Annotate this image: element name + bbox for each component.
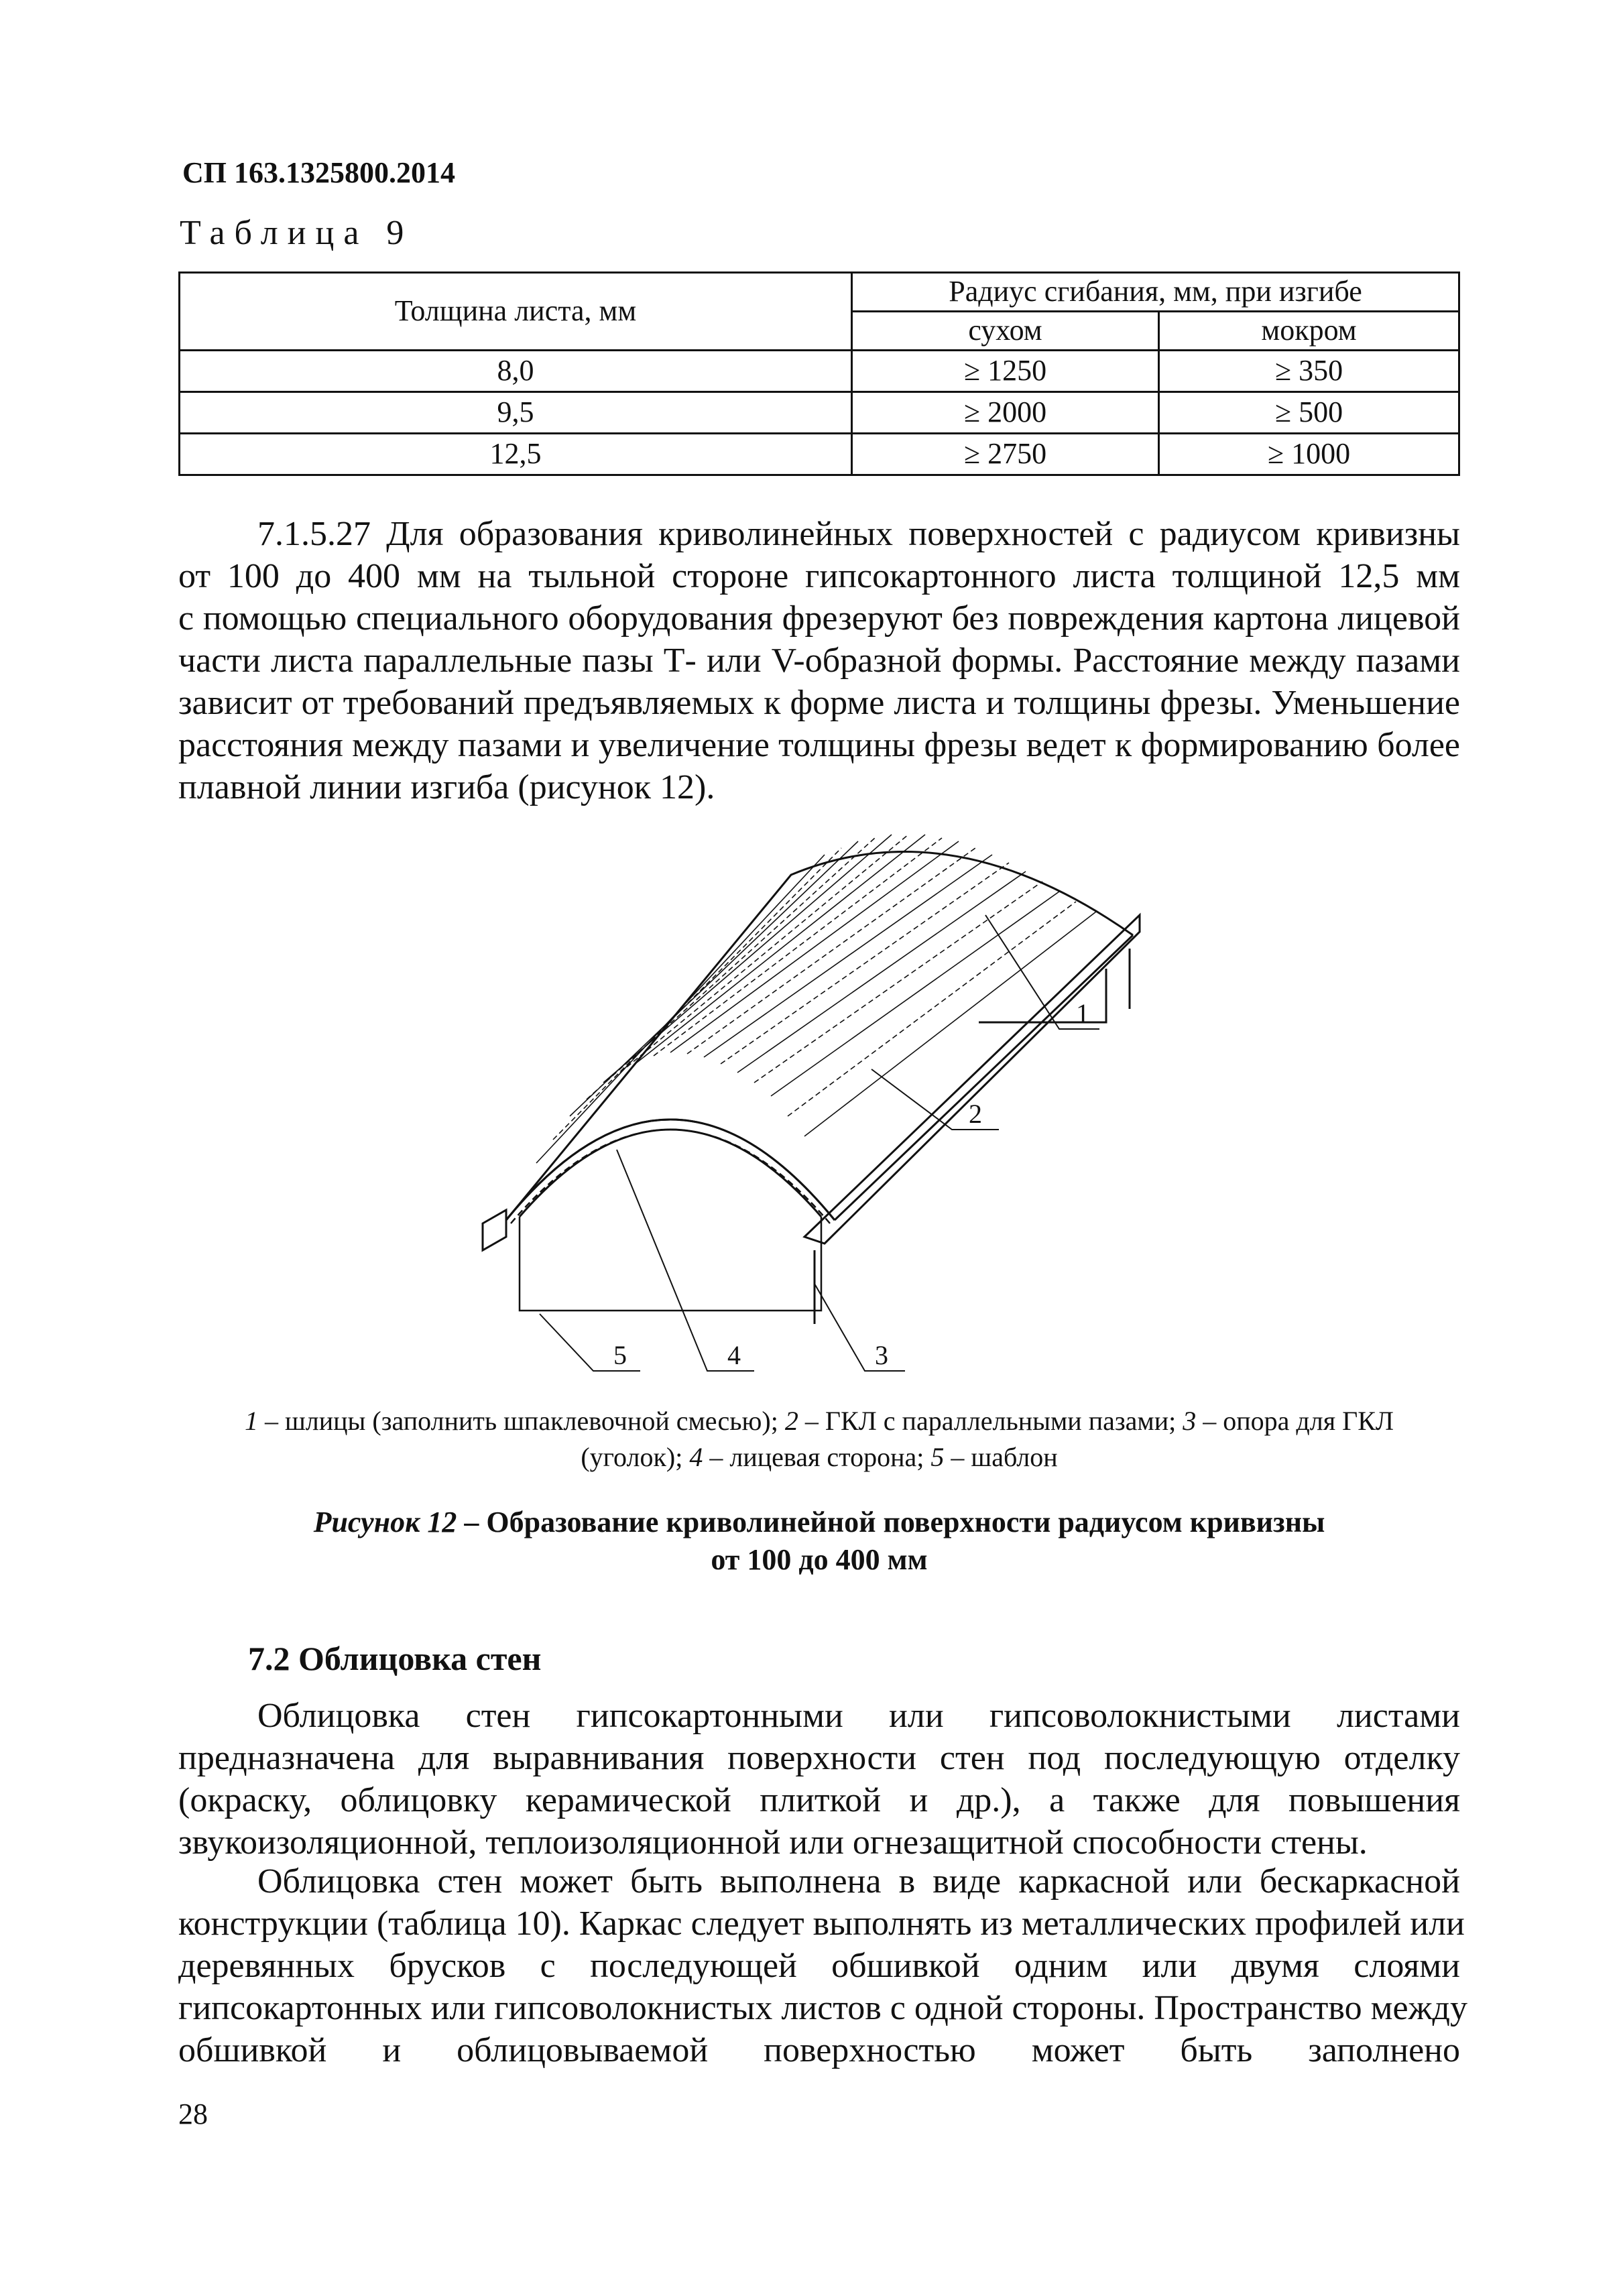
legend-text: (уголок); [581,1442,690,1472]
text-line: Облицовка стен может быть выполнена в виде каркасной или бескаркасной [257,1862,1460,1900]
legend-text: – шаблон [944,1442,1058,1472]
table-caption: Таблица 9 [180,214,414,252]
table-row [180,351,1459,392]
cell-thickness: 8,0 [180,351,852,392]
cell-dry: ≥ 2000 [852,392,1159,434]
paragraph-7-2-a [178,1695,1460,1864]
text-line: гипсокартонных или гипсоволокнистых листов с одной стороны. Пространство между [178,1989,1467,2027]
callout-3: 3 [875,1340,888,1370]
figure-title-line2: от 100 до 400 мм [711,1543,928,1576]
text-line: зависит от требований предъявляемых к форме листа и толщины фрезы. Уменьшение [178,684,1460,722]
legend-num: 2 [784,1406,798,1436]
text-line: Облицовка стен гипсокартонными или гипсоволокнистыми листами [257,1697,1460,1735]
text-line: конструкции (таблица 10). Каркас следует выполнять из металлических профилей или [178,1905,1465,1943]
figure-legend [178,1403,1460,1475]
legend-text: – ГКЛ с параллельными пазами; [798,1406,1183,1436]
figure-12-drawing [469,814,1173,1391]
legend-line [178,1439,1460,1475]
cell-wet: ≥ 350 [1159,351,1459,392]
cell-thickness: 12,5 [180,434,852,475]
text-line: расстояния между пазами и увеличение толщины фрезы ведет к формированию более [178,726,1460,764]
page-number: 28 [178,2098,208,2130]
section-heading: 7.2 Облицовка стен [248,1640,542,1677]
figure-title-prefix: Рисунок 12 [313,1506,457,1538]
text-line: (окраску, облицовку керамической плиткой и др.), а также для повышения [178,1781,1460,1819]
text-line: предназначена для выравнивания поверхности стен под последующую отделку [178,1739,1460,1777]
leader-lines [540,915,1099,1371]
figure-title-line1: – Образование криволинейной поверхности радиусом кривизны [457,1506,1325,1538]
header-dry: сухом [852,312,1159,351]
cell-thickness: 9,5 [180,392,852,434]
header-thickness: Толщина листа, мм [180,273,852,351]
header-radius: Радиус сгибания, мм, при изгибе [852,273,1459,312]
callout-1: 1 [1076,998,1089,1028]
legend-num: 1 [244,1406,258,1436]
legend-num: 5 [930,1442,945,1472]
cell-wet: ≥ 1000 [1159,434,1459,475]
cell-dry: ≥ 1250 [852,351,1159,392]
table-row [180,434,1459,475]
text-line: плавной линии изгиба (рисунок 12). [178,768,715,806]
text-line: 7.1.5.27 Для образования криволинейных поверхностей с радиусом кривизны [257,515,1460,553]
callout-4: 4 [727,1340,741,1370]
legend-text: – опора для ГКЛ [1196,1406,1394,1436]
text-line: деревянных брусков с последующей обшивкой одним или двумя слоями [178,1947,1460,1985]
document-code: СП 163.1325800.2014 [182,156,455,189]
text-line: обшивкой и облицовываемой поверхностью может быть заполнено [178,2031,1460,2069]
legend-line [178,1403,1460,1439]
callout-2: 2 [969,1099,982,1129]
table-9 [178,271,1460,476]
callout-5: 5 [613,1340,627,1370]
legend-num: 4 [689,1442,703,1472]
figure-title [178,1504,1460,1579]
paragraph-7-1-5-27 [178,513,1460,808]
legend-text: – лицевая сторона; [703,1442,931,1472]
corrugated-sheet [506,835,1133,1220]
legend-text: – шлицы (заполнить шпаклевочной смесью); [257,1406,785,1436]
text-line: с помощью специального оборудования фрезеруют без повреждения картона лицевой [178,599,1460,638]
cell-wet: ≥ 500 [1159,392,1459,434]
table-row [180,392,1459,434]
legend-num: 3 [1183,1406,1197,1436]
support-angle [483,915,1140,1324]
cell-dry: ≥ 2750 [852,434,1159,475]
text-line: от 100 до 400 мм на тыльной стороне гипсокартонного листа толщиной 12,5 мм [178,557,1460,595]
paragraph-7-2-b [178,1860,1467,2071]
text-line: звукоизоляционной, теплоизоляционной или огнезащитной способности стены. [178,1823,1368,1862]
header-wet: мокром [1159,312,1459,351]
text-line: части листа параллельные пазы Т- или V-образной формы. Расстояние между пазами [178,642,1460,680]
